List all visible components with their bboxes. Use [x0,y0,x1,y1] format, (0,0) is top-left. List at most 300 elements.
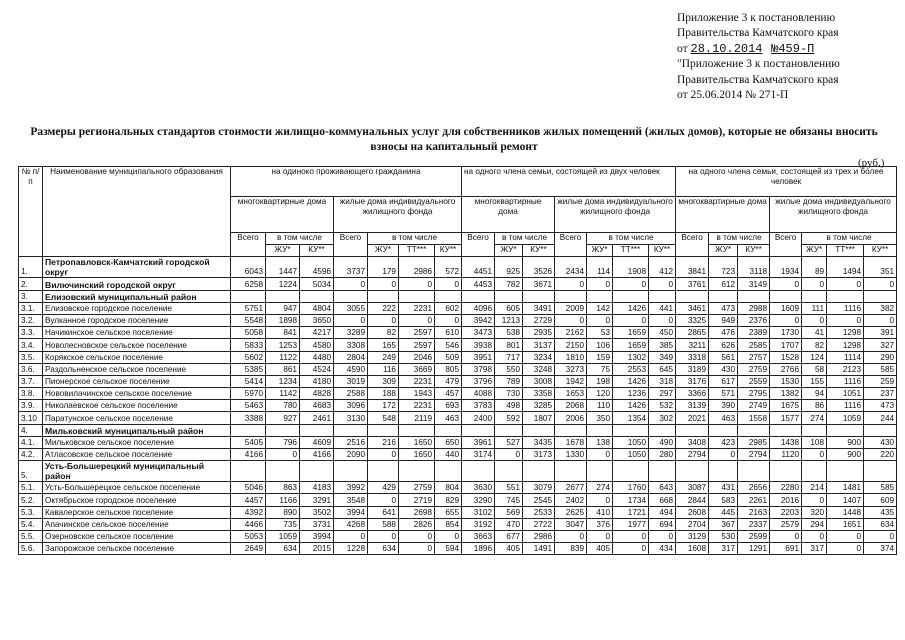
value-cell: 4392 [231,506,266,518]
value-cell: 2719 [399,494,435,506]
value-cell: 3149 [738,278,770,290]
value-cell: 801 [495,339,523,351]
value-cell: 1050 [613,449,649,461]
value-cell: 2337 [738,518,770,530]
value-cell [709,290,738,302]
value-cell: 327 [864,339,897,351]
value-cell: 0 [802,278,827,290]
col-tt: ТТ*** [613,245,649,257]
value-cell: 3234 [523,351,555,363]
row-number: 3.2. [19,314,43,326]
value-cell: 120 [587,388,613,400]
value-cell: 3192 [462,518,495,530]
value-cell: 0 [435,314,462,326]
value-cell: 237 [864,388,897,400]
value-cell: 0 [613,530,649,542]
table-row [19,388,897,400]
value-cell: 1491 [523,543,555,555]
value-cell: 1653 [555,388,587,400]
value-cell: 2599 [738,530,770,542]
value-cell: 694 [649,518,676,530]
value-cell [864,290,897,302]
value-cell: 890 [266,506,300,518]
value-cell: 155 [802,375,827,387]
value-cell: 4457 [231,494,266,506]
value-cell [649,290,676,302]
value-cell: 0 [368,278,399,290]
appendix-line6: от 25.06.2014 № 271-П [677,89,789,102]
value-cell: 498 [495,400,523,412]
value-cell: 274 [587,482,613,494]
appendix-line4: "Приложение 3 к постановлению [677,58,840,71]
value-cell: 3008 [523,375,555,387]
value-cell: 1426 [613,375,649,387]
col-total: Всего [231,233,266,257]
value-cell: 3526 [523,257,555,278]
value-cell: 723 [709,257,738,278]
value-cell: 3630 [462,482,495,494]
value-cell: 1810 [555,351,587,363]
value-cell: 4804 [300,302,334,314]
value-cell: 538 [495,327,523,339]
value-cell: 839 [555,543,587,555]
col-header-num: № п/п [19,167,43,257]
municipality-name: Апачинское сельское поселение [43,518,231,530]
table-row [19,314,897,326]
value-cell: 947 [266,302,300,314]
value-cell: 2545 [523,494,555,506]
value-cell: 2516 [334,436,368,448]
value-cell [368,424,399,436]
value-cell: 2588 [334,388,368,400]
value-cell: 0 [802,494,827,506]
value-cell [709,461,738,482]
col-ku: КУ** [523,245,555,257]
value-cell: 2461 [300,412,334,424]
value-cell: 3737 [334,257,368,278]
value-cell: 3358 [523,388,555,400]
value-cell: 259 [864,375,897,387]
value-cell: 5053 [231,530,266,542]
value-cell [738,424,770,436]
value-cell: 3096 [334,400,368,412]
value-cell: 430 [864,436,897,448]
value-cell: 0 [368,314,399,326]
value-cell: 1298 [827,339,864,351]
value-cell: 4180 [300,375,334,387]
value-cell: 900 [827,436,864,448]
col-header-apt-3: многоквартирные дома [676,197,770,233]
row-number: 5.5. [19,530,43,542]
value-cell: 2231 [399,302,435,314]
col-ku: КУ** [864,245,897,257]
value-cell: 0 [827,278,864,290]
municipality-name: Вилючинский городской округ [43,278,231,290]
value-cell: 1116 [827,375,864,387]
value-cell: 4609 [300,436,334,448]
table-row [19,518,897,530]
value-cell [555,461,587,482]
appendix-date: 28.10.2014 [690,41,763,56]
value-cell: 108 [802,436,827,448]
value-cell: 142 [587,302,613,314]
value-cell: 220 [864,449,897,461]
row-number: 3.9. [19,400,43,412]
value-cell [738,290,770,302]
value-cell: 3189 [676,363,709,375]
value-cell: 841 [266,327,300,339]
value-cell [709,424,738,436]
value-cell: 3139 [676,400,709,412]
value-cell: 3137 [523,339,555,351]
value-cell: 1120 [770,449,802,461]
value-cell [676,424,709,436]
value-cell: 318 [649,375,676,387]
municipality-name: Нововилачинское сельское поселение [43,388,231,400]
value-cell: 3761 [676,278,709,290]
value-cell: 730 [495,388,523,400]
value-cell: 854 [435,518,462,530]
value-cell: 1059 [266,530,300,542]
row-number: 5.3. [19,506,43,518]
value-cell: 634 [266,543,300,555]
value-cell: 2400 [462,412,495,424]
value-cell: 89 [802,257,827,278]
value-cell: 114 [587,257,613,278]
row-number: 3.6. [19,363,43,375]
municipality-name: Атласовское сельское поселение [43,449,231,461]
value-cell: 434 [649,543,676,555]
table-row [19,412,897,424]
value-cell: 863 [266,482,300,494]
value-cell: 3961 [462,436,495,448]
value-cell: 463 [435,412,462,424]
value-cell: 1122 [266,351,300,363]
value-cell: 5046 [231,482,266,494]
value-cell: 1530 [770,375,802,387]
value-cell: 3650 [300,314,334,326]
value-cell: 4088 [462,388,495,400]
value-cell: 900 [827,449,864,461]
value-cell: 3079 [523,482,555,494]
value-cell: 2150 [555,339,587,351]
value-cell: 2090 [334,449,368,461]
value-cell: 463 [709,412,738,424]
value-cell [300,424,334,436]
value-cell: 0 [587,314,613,326]
value-cell: 2261 [738,494,770,506]
value-cell: 1426 [613,400,649,412]
value-cell: 3087 [676,482,709,494]
col-zhu: ЖУ* [266,245,300,257]
value-cell: 3841 [676,257,709,278]
value-cell: 0 [334,314,368,326]
value-cell: 2123 [827,363,864,375]
value-cell [435,424,462,436]
value-cell: 429 [368,482,399,494]
value-cell: 3461 [676,302,709,314]
value-cell: 5833 [231,339,266,351]
value-cell: 410 [587,506,613,518]
value-cell: 3491 [523,302,555,314]
value-cell: 2804 [334,351,368,363]
value-cell: 0 [334,530,368,542]
value-cell: 6258 [231,278,266,290]
value-cell: 3248 [523,363,555,375]
value-cell: 2231 [399,400,435,412]
value-cell [770,290,802,302]
value-cell: 0 [399,278,435,290]
value-cell [334,290,368,302]
col-header-two: на одного члена семьи, состоящей из двух человек [462,167,676,197]
value-cell: 3942 [462,314,495,326]
value-cell: 0 [802,314,827,326]
value-cell: 5602 [231,351,266,363]
value-cell: 280 [649,449,676,461]
value-cell [495,461,523,482]
table-row [19,424,897,436]
value-cell: 745 [495,494,523,506]
value-cell: 1051 [827,388,864,400]
col-incl: в том числе [266,233,334,245]
value-cell: 4217 [300,327,334,339]
value-cell: 0 [827,530,864,542]
value-cell: 949 [709,314,738,326]
value-cell: 476 [709,327,738,339]
value-cell: 1114 [827,351,864,363]
value-cell [587,424,613,436]
value-cell: 1382 [770,388,802,400]
appendix-line2: Правительства Камчатского края [677,27,839,40]
col-incl: в том числе [495,233,555,245]
value-cell: 1908 [613,257,649,278]
col-zhu: ЖУ* [802,245,827,257]
col-header-single: на одиноко проживающего гражданина [231,167,462,197]
value-cell [770,461,802,482]
value-cell: 1407 [827,494,864,506]
value-cell: 297 [649,388,676,400]
value-cell: 0 [709,449,738,461]
standards-table [18,166,897,555]
value-cell [266,461,300,482]
value-cell [231,290,266,302]
value-cell: 390 [709,400,738,412]
value-cell: 3129 [676,530,709,542]
value-cell: 2759 [738,363,770,375]
value-cell: 1528 [770,351,802,363]
value-cell: 2757 [738,351,770,363]
col-zhu: ЖУ* [587,245,613,257]
value-cell: 592 [495,412,523,424]
col-header-name: Наименование муниципального образования [43,167,231,257]
value-cell: 2579 [770,518,802,530]
value-cell: 3671 [523,278,555,290]
value-cell: 2795 [738,388,770,400]
value-cell: 2729 [523,314,555,326]
value-cell [462,424,495,436]
col-header-apt-1: многоквартирные дома [231,197,334,233]
value-cell [399,290,435,302]
col-header-house-1: жилые дома индивидуального жилищного фонда [334,197,462,233]
value-cell: 3502 [300,506,334,518]
value-cell: 2389 [738,327,770,339]
value-cell: 4590 [334,363,368,375]
col-header-house-2: жилые дома индивидуального жилищного фонда [555,197,676,233]
table-row [19,543,897,555]
table-row [19,449,897,461]
value-cell: 1426 [613,302,649,314]
table-row [19,351,897,363]
table-row [19,257,897,278]
value-cell: 2759 [399,482,435,494]
value-cell: 0 [555,314,587,326]
value-cell: 1934 [770,257,802,278]
value-cell: 382 [864,302,897,314]
value-cell: 0 [587,278,613,290]
value-cell: 3783 [462,400,495,412]
value-cell: 585 [864,482,897,494]
value-cell: 2656 [738,482,770,494]
value-cell: 0 [802,530,827,542]
value-cell [555,424,587,436]
value-cell: 2006 [555,412,587,424]
value-cell [676,290,709,302]
value-cell: 3325 [676,314,709,326]
value-cell: 861 [266,363,300,375]
table-row [19,436,897,448]
value-cell [231,461,266,482]
value-cell [827,424,864,436]
value-cell: 0 [555,530,587,542]
value-cell: 3055 [334,302,368,314]
value-cell: 3308 [334,339,368,351]
col-incl: в том числе [709,233,770,245]
value-cell: 2597 [399,327,435,339]
value-cell: 0 [649,314,676,326]
value-cell: 3796 [462,375,495,387]
value-cell: 0 [368,449,399,461]
value-cell: 1707 [770,339,802,351]
value-cell [266,424,300,436]
value-cell: 569 [495,506,523,518]
value-cell: 1059 [827,412,864,424]
value-cell [300,461,334,482]
value-cell: 4683 [300,400,334,412]
value-cell: 5385 [231,363,266,375]
row-number: 5. [19,461,43,482]
value-cell: 546 [435,339,462,351]
value-cell: 249 [368,351,399,363]
value-cell: 1291 [738,543,770,555]
value-cell: 0 [587,530,613,542]
value-cell: 2585 [738,339,770,351]
value-cell: 3388 [231,412,266,424]
value-cell: 450 [649,327,676,339]
value-cell: 3435 [523,436,555,448]
value-cell: 1558 [738,412,770,424]
value-cell: 0 [864,314,897,326]
value-cell: 3548 [334,494,368,506]
value-cell: 650 [435,436,462,448]
value-cell: 5034 [300,278,334,290]
value-cell: 2988 [738,302,770,314]
value-cell: 5548 [231,314,266,326]
value-cell: 2203 [770,506,802,518]
value-cell: 0 [649,530,676,542]
value-cell: 0 [827,314,864,326]
value-cell: 3211 [676,339,709,351]
value-cell: 4828 [300,388,334,400]
table-row [19,363,897,375]
col-tt: ТТ*** [399,245,435,257]
value-cell: 1760 [613,482,649,494]
value-cell: 244 [864,412,897,424]
municipality-name: Елизовский муниципальный район [43,290,231,302]
value-cell: 2559 [738,375,770,387]
value-cell: 2865 [676,327,709,339]
table-body [19,257,897,555]
value-cell: 3176 [676,375,709,387]
col-total: Всего [462,233,495,257]
value-cell: 385 [649,339,676,351]
table-row [19,461,897,482]
value-cell: 0 [399,530,435,542]
value-cell: 0 [613,314,649,326]
value-cell: 925 [495,257,523,278]
value-cell [802,424,827,436]
municipality-name: Октябрьское городское поселение [43,494,231,506]
value-cell: 1448 [827,506,864,518]
value-cell: 1609 [770,302,802,314]
appendix-block [677,11,899,103]
col-ku: КУ** [435,245,462,257]
value-cell [435,290,462,302]
appendix-line1: Приложение 3 к постановлению [677,12,836,24]
col-total: Всего [676,233,709,257]
value-cell: 165 [368,339,399,351]
value-cell [368,461,399,482]
value-cell: 431 [709,482,738,494]
value-cell [613,290,649,302]
municipality-name: Усть-Большерецкий муниципальный район [43,461,231,482]
value-cell: 3174 [462,449,495,461]
value-cell: 494 [649,506,676,518]
value-cell: 782 [495,278,523,290]
value-cell: 412 [649,257,676,278]
value-cell: 1234 [266,375,300,387]
value-cell: 111 [802,302,827,314]
value-cell: 2434 [555,257,587,278]
value-cell: 4580 [300,339,334,351]
col-ku: КУ** [649,245,676,257]
value-cell [399,461,435,482]
value-cell [802,461,827,482]
value-cell [231,424,266,436]
value-cell [802,290,827,302]
value-cell: 110 [587,400,613,412]
value-cell: 2722 [523,518,555,530]
col-incl: в том числе [587,233,676,245]
table-row [19,494,897,506]
value-cell: 1050 [613,436,649,448]
value-cell: 470 [495,518,523,530]
value-cell: 0 [334,278,368,290]
municipality-name: Начикинское сельское поселение [43,327,231,339]
value-cell: 479 [435,375,462,387]
value-cell: 3289 [334,327,368,339]
value-cell: 0 [770,314,802,326]
value-cell: 290 [864,351,897,363]
